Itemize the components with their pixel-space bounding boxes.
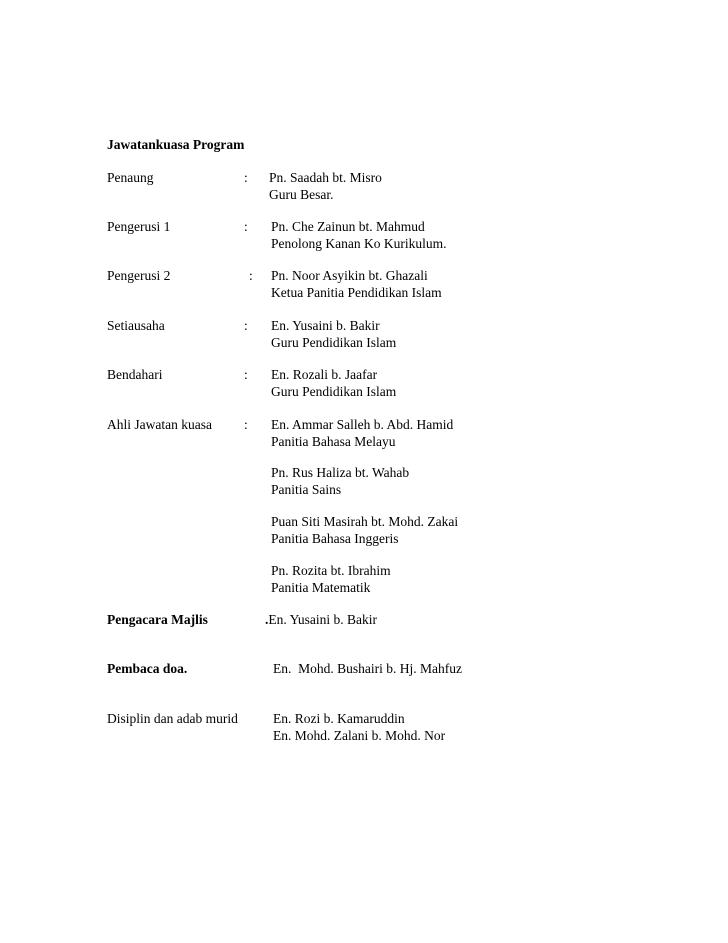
role-value [269, 169, 382, 203]
member-post: Panitia Matematik [271, 580, 371, 595]
role-value [271, 366, 396, 400]
member-name: Pn. Rus Haliza bt. Wahab [271, 465, 410, 480]
role-label: Pengerusi 1 [107, 219, 171, 234]
role-value [271, 317, 396, 351]
member-post: Panitia Sains [271, 482, 342, 497]
role-label: Pembaca doa. [107, 661, 188, 676]
committee-heading: Jawatankuasa Program [107, 137, 245, 152]
member-post: Guru Pendidikan Islam [271, 384, 397, 399]
role-value [271, 416, 453, 450]
role-value [271, 464, 409, 498]
member-name: Pn. Saadah bt. Misro [269, 170, 382, 185]
member-post: Penolong Kanan Ko Kurikulum. [271, 236, 447, 251]
member-post: Guru Besar. [269, 187, 334, 202]
role-value [271, 267, 442, 301]
member-post: Guru Pendidikan Islam [271, 335, 397, 350]
member-name: Pn. Noor Asyikin bt. Ghazali [271, 268, 428, 283]
member-name: Puan Siti Masirah bt. Mohd. Zakai [271, 514, 459, 529]
role-separator: : [244, 219, 248, 234]
role-separator: : [249, 268, 253, 283]
role-label: Setiausaha [107, 318, 165, 333]
member-name: Pn. Che Zainun bt. Mahmud [271, 219, 425, 234]
separator-dot: . [265, 612, 269, 627]
member-name: En. Rozali b. Jaafar [271, 367, 378, 382]
role-separator: : [244, 318, 248, 333]
member-name: En. Ammar Salleh b. Abd. Hamid [271, 417, 454, 432]
role-separator: : [244, 417, 248, 432]
role-value [271, 562, 391, 596]
role-label: Disiplin dan adab murid [107, 711, 238, 726]
member-name: En. Yusaini b. Bakir [268, 612, 377, 627]
member-post: Panitia Bahasa Melayu [271, 434, 396, 449]
role-value [273, 710, 445, 744]
role-label: Bendahari [107, 367, 163, 382]
role-label: Pengacara Majlis [107, 612, 208, 627]
role-separator: : [244, 170, 248, 185]
role-label: Penaung [107, 170, 154, 185]
member-name: En. Mohd. Bushairi b. Hj. Mahfuz [273, 661, 462, 676]
role-label: Ahli Jawatan kuasa [107, 417, 212, 432]
member-name: En. Mohd. Zalani b. Mohd. Nor [273, 728, 446, 743]
role-separator: : [244, 367, 248, 382]
member-name: Pn. Rozita bt. Ibrahim [271, 563, 391, 578]
member-name: En. Yusaini b. Bakir [271, 318, 380, 333]
member-name: En. Rozi b. Kamaruddin [273, 711, 405, 726]
member-post: Panitia Bahasa Inggeris [271, 531, 399, 546]
member-post: Ketua Panitia Pendidikan Islam [271, 285, 442, 300]
role-value [271, 513, 458, 547]
role-value [271, 218, 446, 252]
role-label: Pengerusi 2 [107, 268, 171, 283]
role-value [265, 611, 377, 628]
